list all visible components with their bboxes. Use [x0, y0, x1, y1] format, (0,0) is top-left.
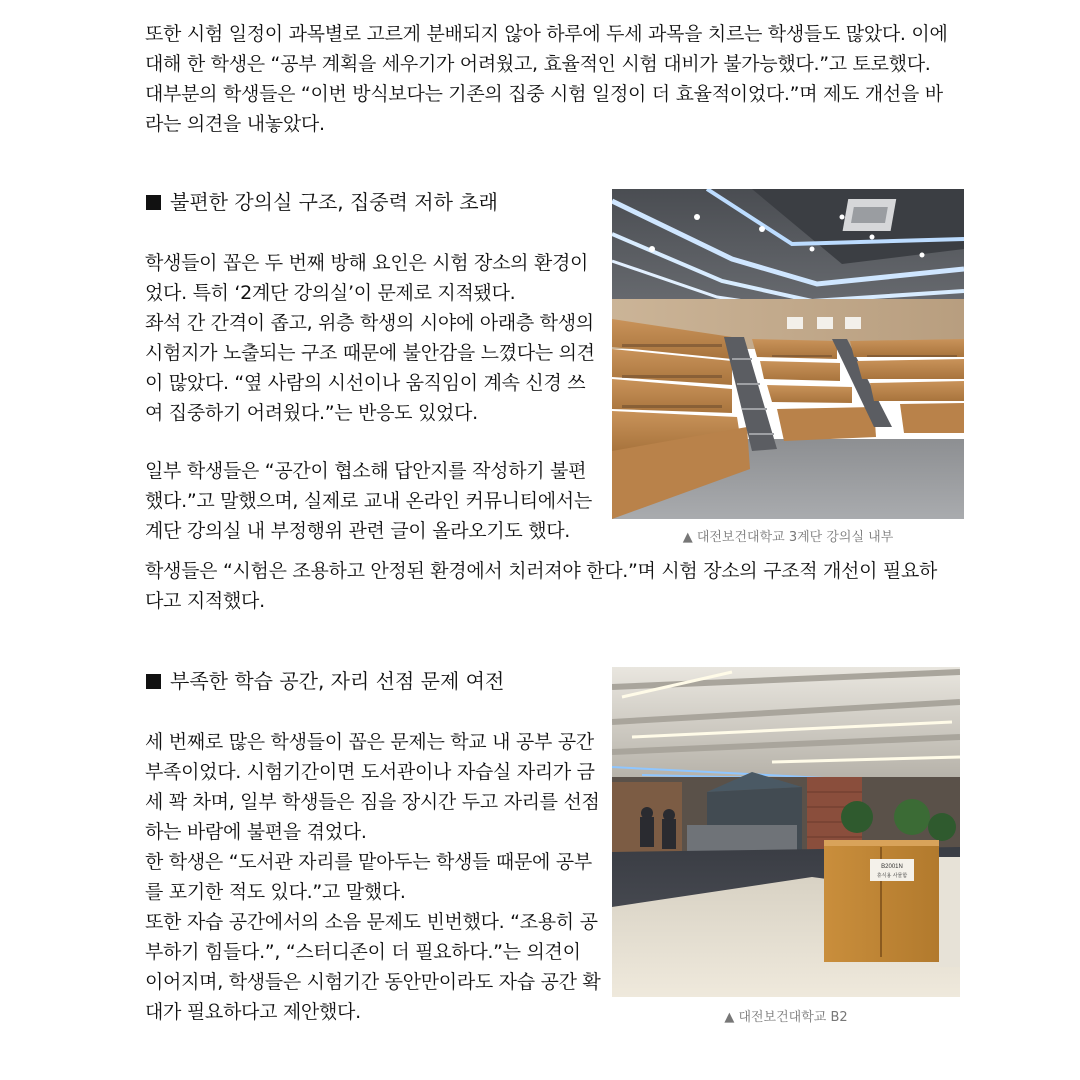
black-square-icon [146, 195, 161, 210]
intro-line: 대부분의 학생들은 “이번 방식보다는 기존의 집중 시험 일정이 더 효율적이었다.”며 제도 개선을 바 [145, 83, 943, 105]
paragraph-line: 를 포기한 적도 있다.”고 말했다. [145, 881, 406, 903]
study-space-photo-caption: ▲ 대전보건대학교 B2 [724, 1010, 848, 1025]
intro-line: 또한 시험 일정이 과목별로 고르게 분배되지 않아 하루에 두세 과목을 치르는 학생들도 많았다. 이에 [145, 23, 948, 45]
paragraph-line: 대가 필요하다고 제안했다. [145, 1001, 361, 1023]
paragraph-line: 하는 바람에 불편을 겪었다. [145, 821, 367, 843]
intro-line: 라는 의견을 내놓았다. [145, 113, 325, 135]
section1-paragraph-2 [145, 456, 592, 546]
section1-heading [146, 188, 498, 216]
paragraph-line: 었다. 특히 ‘2계단 강의실’이 문제로 지적됐다. [145, 282, 516, 304]
paragraph-line: 한 학생은 “도서관 자리를 맡아두는 학생들 때문에 공부 [145, 851, 592, 873]
paragraph-line: 다고 지적했다. [145, 590, 265, 612]
intro-line: 대해 한 학생은 “공부 계획을 세우기가 어려웠고, 효율적인 시험 대비가 불가능했다.”고 토로했다. [145, 53, 931, 75]
section1-paragraph-3 [145, 556, 937, 616]
paragraph-line: 시험지가 노출되는 구조 때문에 불안감을 느꼈다는 의견 [145, 342, 595, 364]
paragraph-line: 세 번째로 많은 학생들이 꼽은 문제는 학교 내 공부 공간 [145, 731, 594, 753]
paragraph-line: 학생들이 꼽은 두 번째 방해 요인은 시험 장소의 환경이 [145, 252, 589, 274]
study-space-photo [612, 667, 960, 997]
paragraph-line: 학생들은 “시험은 조용하고 안정된 환경에서 치러져야 한다.”며 시험 장소의 구조적 개선이 필요하 [145, 560, 938, 582]
paragraph-line: 일부 학생들은 “공간이 협소해 답안지를 작성하기 불편 [145, 460, 587, 482]
paragraph-line: 부족이었다. 시험기간이면 도서관이나 자습실 자리가 금 [145, 761, 595, 783]
paragraph-line: 여 집중하기 어려웠다.”는 반응도 있었다. [145, 402, 478, 424]
lecture-hall-photo [612, 189, 964, 519]
paragraph-line: 부하기 힘들다.”, “스터디존이 더 필요하다.”는 의견이 [145, 941, 581, 963]
paragraph-line: 이어지며, 학생들은 시험기간 동안만이라도 자습 공간 확 [145, 971, 601, 993]
lecture-hall-photo-caption: ▲ 대전보건대학교 3계단 강의실 내부 [682, 530, 894, 545]
paragraph-line: 이 많았다. “옆 사람의 시선이나 움직임이 계속 신경 쓰 [145, 372, 586, 394]
paragraph-line: 좌석 간 간격이 좁고, 위층 학생의 시야에 아래층 학생의 [145, 312, 594, 334]
paragraph-line: 했다.”고 말했으며, 실제로 교내 온라인 커뮤니티에서는 [145, 490, 592, 512]
paragraph-line: 세 꽉 차며, 일부 학생들은 짐을 장시간 두고 자리를 선점 [145, 791, 600, 813]
section1-paragraph-1 [145, 248, 595, 428]
paragraph-line: 계단 강의실 내 부정행위 관련 글이 올라오기도 했다. [145, 520, 571, 542]
paragraph-line: 또한 자습 공간에서의 소음 문제도 빈번했다. “조용히 공 [145, 911, 598, 933]
section2-paragraph [145, 727, 600, 1027]
cabinet-sign-line2: 휴식용 사물함 [876, 873, 908, 879]
intro-paragraph [145, 19, 948, 139]
cabinet-sign-line1: B2001N [881, 864, 903, 870]
black-square-icon [146, 674, 161, 689]
section2-heading [146, 667, 504, 695]
section2-heading-text: 부족한 학습 공간, 자리 선점 문제 여전 [170, 669, 505, 693]
section1-heading-text: 불편한 강의실 구조, 집중력 저하 초래 [170, 190, 498, 214]
